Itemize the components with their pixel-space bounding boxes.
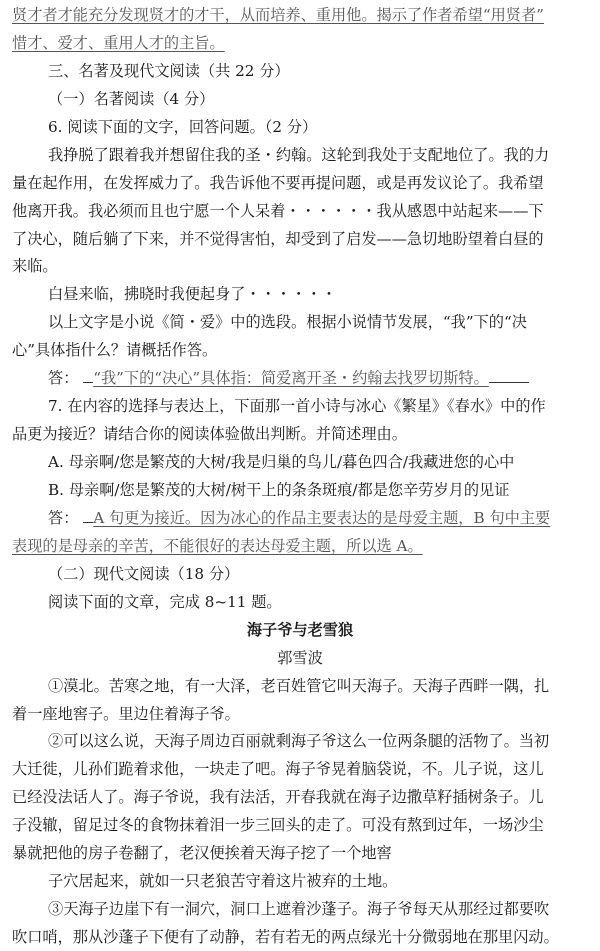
prompt-line: 心”具体指什么？请概括作答。 <box>12 341 218 360</box>
passage-line: 量在起作用，在发挥威力了。我告诉他不要再提问题，或是再发议论了。我希望 <box>12 173 544 192</box>
article-line: 大迁徙，儿孙们跪着求他，一块走了吧。海子爷晃着脑袋说，不。儿子说，这儿 <box>12 760 544 779</box>
passage-line: 了决心，随后躺了下来，并不觉得害怕，却受到了启发——急切地盼望着白昼的 <box>12 229 544 248</box>
answer-label: 答： <box>48 369 79 388</box>
prompt-line: 以上文字是小说《简・爱》中的选段。根据小说情节发展，“我”下的“决 <box>48 313 527 332</box>
subsection-title: （二）现代文阅读（18 分） <box>48 564 240 583</box>
article-line: 已经没法话人了。海子爷说，我有法活，开春我就在海子边撒草籽插树条子。儿 <box>12 788 544 807</box>
answer-underline-tail <box>489 366 529 383</box>
subsection-title: （一）名著阅读（4 分） <box>48 89 215 108</box>
answer-7-text: A 句更为接近。因为冰心的作品主要表达的是母爱主题，B 句中主要 <box>93 508 551 527</box>
article-line: 子没辙，留足过冬的食物抹着泪一步三回头的走了。可没有熬到过年，一场沙尘 <box>12 816 544 835</box>
answer-6-text: “我”下的“决心”具体指：简爱离开圣・约翰去找罗切斯特。 <box>93 369 489 388</box>
option-b: B. 母亲啊/您是繁茂的大树/树干上的条条斑痕/都是您辛劳岁月的见证 <box>48 481 510 499</box>
reading-instruction: 阅读下面的文章，完成 8~11 题。 <box>48 592 282 611</box>
passage-line: 白昼来临，拂晓时我便起身了・・・・・・ <box>48 285 337 304</box>
answer-underline-lead <box>83 506 93 523</box>
article-line: ③天海子边崖下有一洞穴，洞口上遮着沙蓬子。海子爷每天从那经过都要吹 <box>48 900 550 919</box>
article-line: 着一座地窖子。里边住着海子爷。 <box>12 704 240 723</box>
question-6: 6. 阅读下面的文字，回答问题。（2 分） <box>48 117 318 136</box>
passage-line: 他离开我。我必须而且也宁愿一个人呆着・・・・・・我从感恩中站起来——下 <box>12 201 544 220</box>
answer-underline-lead <box>83 366 93 383</box>
text-line: 惜才、爱才、重用人才的主旨。 <box>12 33 225 52</box>
article-line: 暴就把他的房子卷翻了，老汉便挨着天海子挖了一个地窖 <box>12 844 392 863</box>
option-a: A. 母亲啊/您是繁茂的大树/我是归巢的鸟儿/暮色四合/我藏进您的心中 <box>48 453 515 472</box>
article-line: ②可以这么说，天海子周边百丽就剩海子爷这么一位两条腿的活物了。当初 <box>48 732 550 751</box>
text-line: 贤才者才能充分发现贤才的才干，从而培养、重用他。揭示了作者希望“用贤者” <box>12 6 544 24</box>
article-line: 子穴居起来，就如一只老狼苦守着这片被弃的土地。 <box>48 872 398 891</box>
article-line: ①漠北。苦寒之地，有一大泽，老百姓管它叫天海子。天海子西畔一隅，扎 <box>48 676 550 695</box>
passage-line: 来临。 <box>12 257 58 276</box>
article-line: 吹口哨，那从沙蓬子下便有了动静，若有若无的两点绿光十分微弱地在那里闪动。 <box>12 928 559 947</box>
answer-7-text: 表现的是母亲的辛苦，不能很好的表达母爱主题，所以选 A。 <box>12 536 423 555</box>
article-title: 海子爷与老雪狼 <box>246 620 354 639</box>
section-title: 三、名著及现代文阅读（共 22 分） <box>48 61 290 80</box>
article-author: 郭雪波 <box>277 648 323 667</box>
passage-line: 我挣脱了跟着我并想留住我的圣・约翰。这轮到我处于支配地位了。我的力 <box>48 145 550 164</box>
answer-7-row <box>48 505 590 532</box>
answer-6-row <box>48 365 590 392</box>
question-7: 品更为接近？请结合你的阅读体验做出判断。并简述理由。 <box>12 425 407 444</box>
question-7: 7. 在内容的选择与表达上，下面那一首小诗与冰心《繁星》《春水》中的作 <box>48 397 546 416</box>
answer-label: 答： <box>48 508 79 527</box>
